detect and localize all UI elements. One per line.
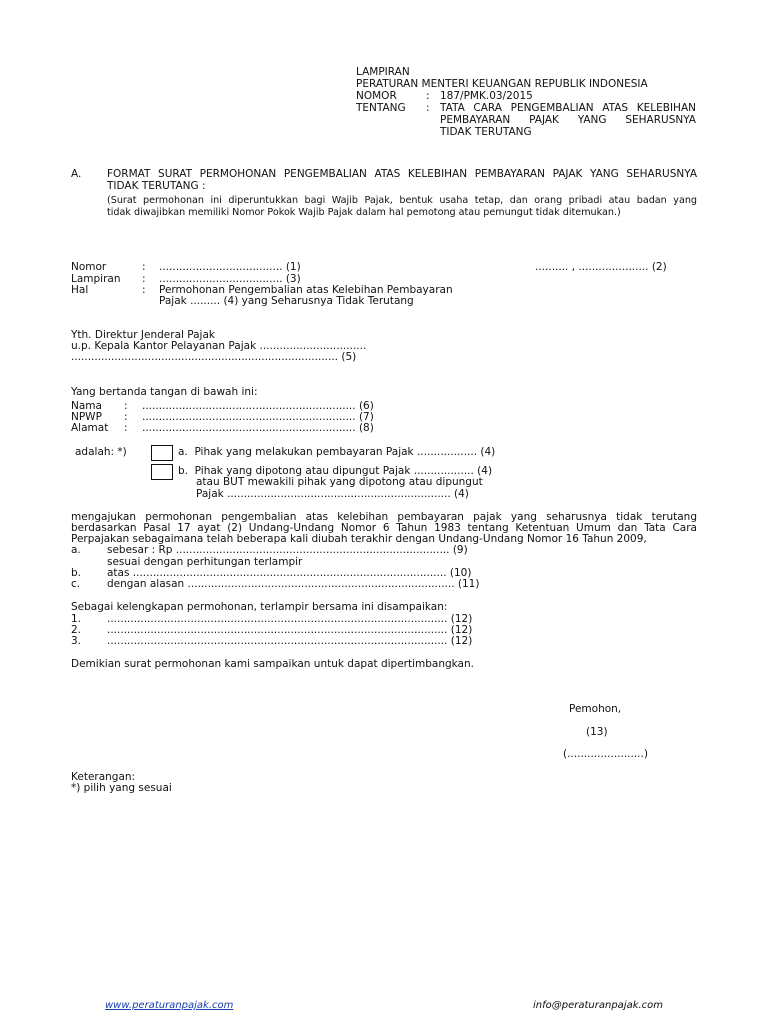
signer-npwp-value: ................................................................ (7) <box>142 411 374 423</box>
signer-npwp-label: NPWP <box>71 411 102 423</box>
signature-name: (.......................) <box>563 748 648 760</box>
body-para-1: mengajukan permohonan pengembalian atas kelebihan pembayaran pajak yang seharusnya tidak terutang <box>71 511 697 523</box>
adalah-option-b-3: Pajak ................................................................... (4) <box>196 488 469 500</box>
body-item-a-text: sebesar : Rp .................................................................................. (9) <box>107 544 468 556</box>
attachments-intro: Sebagai kelengkapan permohonan, terlampir bersama ini disampaikan: <box>71 601 448 613</box>
header-nomor-label: NOMOR <box>356 90 397 102</box>
attachment-num-3: 3. <box>71 635 82 647</box>
adalah-label: adalah: *) <box>75 446 127 458</box>
body-item-b-letter: b. <box>71 567 82 579</box>
adalah-option-b-2: atau BUT mewakili pihak yang dipotong atau dipungut <box>196 476 483 488</box>
section-a-letter: A. <box>71 168 82 180</box>
signer-npwp-colon: : <box>124 411 128 423</box>
addressee-line-2: u.p. Kepala Kantor Pelayanan Pajak ................................ <box>71 340 367 352</box>
body-item-c-letter: c. <box>71 578 81 590</box>
closing-text: Demikian surat permohonan kami sampaikan untuk dapat dipertimbangkan. <box>71 658 474 670</box>
meta-nomor-value: ..................................... (1) <box>159 261 301 273</box>
header-tentang-line-3: TIDAK TERUTANG <box>440 126 532 138</box>
header-tentang-line-1: TATA CARA PENGEMBALIAN ATAS KELEBIHAN <box>440 102 696 114</box>
meta-lampiran-label: Lampiran <box>71 273 121 285</box>
adalah-option-b-1: b. Pihak yang dipotong atau dipungut Pajak .................. (4) <box>178 465 493 477</box>
signer-alamat-colon: : <box>124 422 128 434</box>
attachment-text-2: ...................................................................................................... (12) <box>107 624 473 636</box>
meta-lampiran-colon: : <box>142 273 146 285</box>
attachment-text-1: ...................................................................................................... (12) <box>107 613 473 625</box>
section-a-note-1: (Surat permohonan ini diperuntukkan bagi Wajib Pajak, bentuk usaha tetap, dan orang pribadi atau badan yang <box>107 195 697 206</box>
attachment-num-2: 2. <box>71 624 82 636</box>
header-block <box>356 67 696 139</box>
header-nomor-colon: : <box>426 90 430 102</box>
meta-lampiran-value: ..................................... (3) <box>159 273 301 285</box>
meta-nomor-label: Nomor <box>71 261 107 273</box>
footer-website-link[interactable]: www.peraturanpajak.com <box>105 1000 234 1011</box>
body-para-2: berdasarkan Pasal 17 ayat (2) Undang-Undang Nomor 6 Tahun 1983 tentang Ketentuan Umum dan Tata Cara <box>71 522 697 534</box>
body-item-a-sub: sesuai dengan perhitungan terlampir <box>107 556 303 568</box>
attachment-num-1: 1. <box>71 613 82 625</box>
body-item-a-letter: a. <box>71 544 81 556</box>
signer-alamat-label: Alamat <box>71 422 109 434</box>
header-peraturan: PERATURAN MENTERI KEUANGAN REPUBLIK INDONESIA <box>356 78 648 90</box>
signer-nama-colon: : <box>124 400 128 412</box>
meta-hal-value-2: Pajak ......... (4) yang Seharusnya Tidak Terutang <box>159 295 414 307</box>
signer-nama-value: ................................................................ (6) <box>142 400 374 412</box>
signature-number: (13) <box>586 726 608 738</box>
section-a-title-2: TIDAK TERUTANG : <box>107 180 206 192</box>
footer-email[interactable]: info@peraturanpajak.com <box>533 1000 664 1011</box>
meta-place-date: .......... , ..................... (2) <box>535 261 667 273</box>
header-nomor-value: 187/PMK.03/2015 <box>440 90 533 102</box>
meta-hal-label: Hal <box>71 284 89 296</box>
section-a-note-2: tidak diwajibkan memiliki Nomor Pokok Wajib Pajak dalam hal pemotong atau pemungut tidak ditemukan.) <box>107 207 621 218</box>
header-tentang-row-3 <box>356 127 696 139</box>
header-lampiran: LAMPIRAN <box>356 66 410 78</box>
signer-intro: Yang bertanda tangan di bawah ini: <box>71 386 258 398</box>
meta-hal-value-1: Permohonan Pengembalian atas Kelebihan Pembayaran <box>159 284 453 296</box>
body-para-3: Perpajakan sebagaimana telah beberapa kali diubah terakhir dengan Undang-Undang Nomor 16 Tahun 2009, <box>71 533 647 545</box>
keterangan-note: *) pilih yang sesuai <box>71 782 172 794</box>
checkbox-option-b[interactable] <box>151 464 173 480</box>
signature-pemohon: Pemohon, <box>569 703 622 715</box>
adalah-option-a: a. Pihak yang melakukan pembayaran Pajak .................. (4) <box>178 446 496 458</box>
header-tentang-line-2: PEMBAYARAN PAJAK YANG SEHARUSNYA <box>440 114 696 126</box>
header-tentang-colon: : <box>426 102 430 114</box>
addressee-line-3: ................................................................................ (5) <box>71 351 357 363</box>
attachment-text-3: ...................................................................................................... (12) <box>107 635 473 647</box>
signer-nama-label: Nama <box>71 400 102 412</box>
signer-alamat-value: ................................................................ (8) <box>142 422 374 434</box>
addressee-line-1: Yth. Direktur Jenderal Pajak <box>71 329 215 341</box>
section-a-title-1: FORMAT SURAT PERMOHONAN PENGEMBALIAN ATAS KELEBIHAN PEMBAYARAN PAJAK YANG SEHARUSNYA <box>107 168 697 180</box>
header-tentang-label: TENTANG <box>356 102 406 114</box>
body-item-c-text: dengan alasan ................................................................................ (11) <box>107 578 480 590</box>
keterangan-label: Keterangan: <box>71 771 136 783</box>
checkbox-option-a[interactable] <box>151 445 173 461</box>
body-item-b-text: atas .............................................................................................. (10) <box>107 567 472 579</box>
meta-hal-colon: : <box>142 284 146 296</box>
meta-nomor-colon: : <box>142 261 146 273</box>
